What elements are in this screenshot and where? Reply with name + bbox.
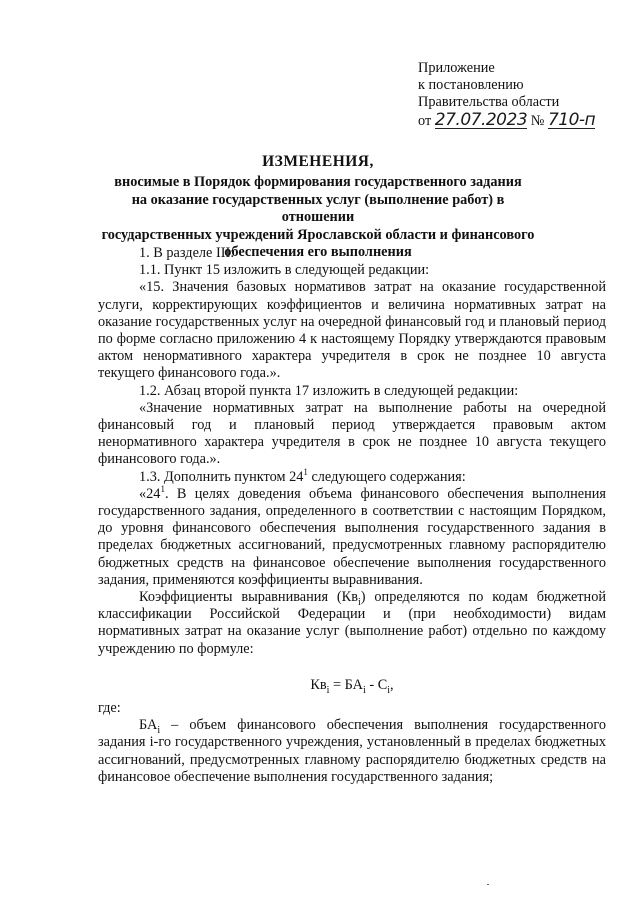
p9-text: – объем финансового обеспечения выполнения государственного задания i-го государственного учреждения, установленный в пределах бюджетных ассигнований, предусмотренных главному распорядителю бюджетных средств на финансовое обеспечение выполнения государственного задания; xyxy=(98,717,606,785)
p6-before: 1.3. Дополнить пунктом 24 xyxy=(139,468,304,485)
formula-mid: = БА xyxy=(329,676,364,693)
formula-minus: - С xyxy=(365,676,388,693)
p9-subscript: i xyxy=(157,725,161,737)
document-body xyxy=(98,245,606,786)
title-sub-line-2: на оказание государственных услуг (выполнение работ) в отношении xyxy=(131,191,505,226)
paragraph-ba-definition xyxy=(98,717,606,786)
formula-kv: Кв xyxy=(310,676,327,693)
handwritten-date: 27.07.2023 xyxy=(434,109,528,130)
p6-after: следующего содержания: xyxy=(307,468,466,485)
title-sub-line-4: обеспечения его выполнения xyxy=(224,244,412,261)
p7-superscript: 1 xyxy=(160,484,165,495)
title-sub-line-1: вносимые в Порядок формирования государственного задания xyxy=(114,174,522,191)
p8-subscript: i xyxy=(357,596,361,608)
formula-sub-2: i xyxy=(363,684,366,696)
formula-sub-3: i xyxy=(387,684,391,696)
scan-speck xyxy=(487,884,489,885)
appendix-header xyxy=(418,60,618,130)
paragraph-1-1: 1.1. Пункт 15 изложить в следующей редакции: xyxy=(139,262,430,279)
paragraph-item-15: «15. Значения базовых нормативов затрат на оказание государственной услуги, корректирующих коэффициентов и величина нормативных затрат на оказание государственных услуг на очередной финансовый год и плановый период по форме согласно приложению 4 к настоящему Порядку утверждаются правовым актом ненормативного характера учредителя в срок не позднее 10 августа текущего финансового года.». xyxy=(98,279,606,382)
appendix-line-3: Правительства области xyxy=(418,94,560,111)
title-main: ИЗМЕНЕНИЯ, xyxy=(262,153,374,170)
appendix-date-line xyxy=(418,109,618,130)
appendix-line-2: к постановлению xyxy=(418,77,524,94)
number-sign: № xyxy=(530,112,545,129)
appendix-line-1: Приложение xyxy=(418,60,495,76)
p7-text: . В целях доведения объема финансового обеспечения выполнения государственного задания, определенного в соответствии с настоящим Порядком, до уровня финансового обеспечения выполнения государственного задания в пределах бюджетных ассигнований, предусмотренных главному распорядителю бюджетных средств на финансовое обеспечение выполнения государственного задания, применяются коэффициенты выравнивания. xyxy=(98,485,606,588)
formula-sub-1: i xyxy=(326,684,330,696)
p8-a: Коэффициенты выравнивания (Кв xyxy=(139,589,358,606)
where-label: где: xyxy=(98,700,121,717)
paragraph-item-17: «Значение нормативных затрат на выполнение работы на очередной финансовый год и плановый период утверждается правовым актом ненормативного характера учредителя в срок не позднее 10 августа текущего финансового года.». xyxy=(98,399,606,468)
paragraph-1-2: 1.2. Абзац второй пункта 17 изложить в следующей редакции: xyxy=(139,382,519,399)
paragraph-1-3 xyxy=(98,466,606,486)
formula-end: , xyxy=(390,676,394,693)
date-prefix: от xyxy=(418,112,432,129)
paragraph-section-3: 1. В разделе III: xyxy=(139,245,235,261)
paragraph-item-24-1 xyxy=(98,486,606,589)
p7-open: «24 xyxy=(139,485,161,502)
formula xyxy=(98,677,606,694)
p6-superscript: 1 xyxy=(303,466,308,477)
title-sub-line-3: государственных учреждений Ярославской области и финансового xyxy=(101,226,535,243)
handwritten-number: 710-п xyxy=(547,109,596,130)
p9-ba: БА xyxy=(139,717,158,734)
paragraph-coefficients xyxy=(98,589,606,658)
p8-b: ) определяются по кодам бюджетной классификации Российской Федерации и (при необходимости) видам нормативных затрат на оказание услуг (выполнение работ) отдельно по каждому учреждению по формуле: xyxy=(98,589,606,657)
